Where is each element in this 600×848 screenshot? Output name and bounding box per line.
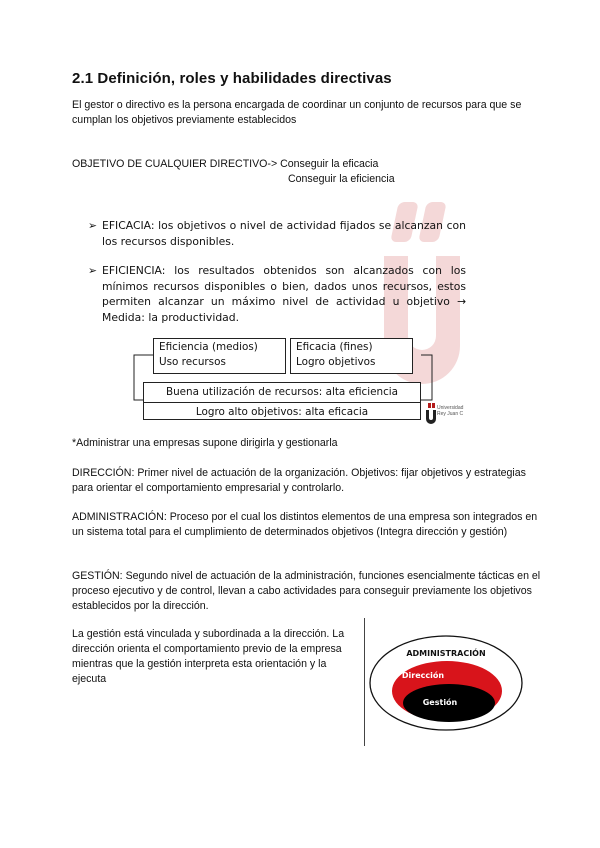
gestion-label: Gestión xyxy=(422,698,458,707)
gestion-paragraph: GESTIÓN: Segundo nivel de actuación de la administración, funciones esencialmente tácticas en el proceso ejecutivo y de control, llevan a cabo actividades para conseguir previamente los objetivos establecidos por la dirección. xyxy=(72,570,541,612)
direccion-paragraph: DIRECCIÓN: Primer nivel de actuación de la organización. Objetivos: fijar objetivos y estrategias para orientar el comportamiento empresarial y controlarlo. xyxy=(72,467,526,494)
box-outcomes-line1: Buena utilización de recursos: alta eficiencia xyxy=(144,385,420,403)
box-outcomes xyxy=(143,382,421,420)
relation-paragraph: La gestión está vinculada y subordinada a la dirección. La dirección orienta el comportamiento previo de la empresa mientras que la gestión interpreta esta orientación y la ejecuta xyxy=(72,628,345,685)
bullet-eficiencia xyxy=(88,263,466,325)
nested-levels-diagram xyxy=(367,633,525,733)
logo-line2: Rey Juan C xyxy=(437,411,464,417)
box-eficiencia-line1: Eficiencia (medios) xyxy=(159,341,258,353)
bullet-arrow-icon: ➢ xyxy=(88,219,98,232)
objective-block xyxy=(72,157,542,187)
administracion-label: ADMINISTRACIÓN xyxy=(406,649,486,658)
eficacia-text: EFICACIA: los objetivos o nivel de actividad fijados se alcanzan con los recursos disponibles. xyxy=(102,219,466,248)
divider-line xyxy=(364,618,365,746)
university-logo-icon xyxy=(425,402,437,424)
logo-line1: Universidad xyxy=(437,405,464,411)
box-eficiencia xyxy=(153,338,286,374)
objective-line-1: OBJETIVO DE CUALQUIER DIRECTIVO-> Conseguir la eficacia xyxy=(72,158,379,170)
box-eficiencia-line2: Uso recursos xyxy=(159,356,226,368)
box-eficacia xyxy=(290,338,413,374)
bullet-arrow-icon: ➢ xyxy=(88,264,98,277)
box-eficacia-line2: Logro objetivos xyxy=(296,356,376,368)
intro-paragraph: El gestor o directivo es la persona encargada de coordinar un conjunto de recursos para que se cumplan los objetivos previamente establecidos xyxy=(72,99,522,126)
bullet-eficacia xyxy=(88,218,466,249)
section-heading: 2.1 Definición, roles y habilidades directivas xyxy=(72,70,392,87)
direccion-label: Dirección xyxy=(401,671,445,680)
eficiencia-text: EFICIENCIA: los resultados obtenidos son alcanzados con los mínimos recursos disponibles o bien, dados unos recursos, estos permiten alcanzar un máximo nivel de actividad u objetivo → Medida: la productividad. xyxy=(102,264,466,324)
university-logo-text xyxy=(437,405,463,417)
objective-line-2: Conseguir la eficiencia xyxy=(288,173,395,185)
box-outcomes-line2: Logro alto objetivos: alta eficacia xyxy=(195,406,369,418)
note-paragraph: *Administrar una empresas supone dirigirla y gestionarla xyxy=(72,437,338,449)
administracion-paragraph: ADMINISTRACIÓN: Proceso por el cual los distintos elementos de una empresa son integrados en un sistema total para el cumplimiento de determinados objetivos (Integra dirección y gestión) xyxy=(72,511,538,538)
box-eficacia-line1: Eficacia (fines) xyxy=(296,341,373,353)
